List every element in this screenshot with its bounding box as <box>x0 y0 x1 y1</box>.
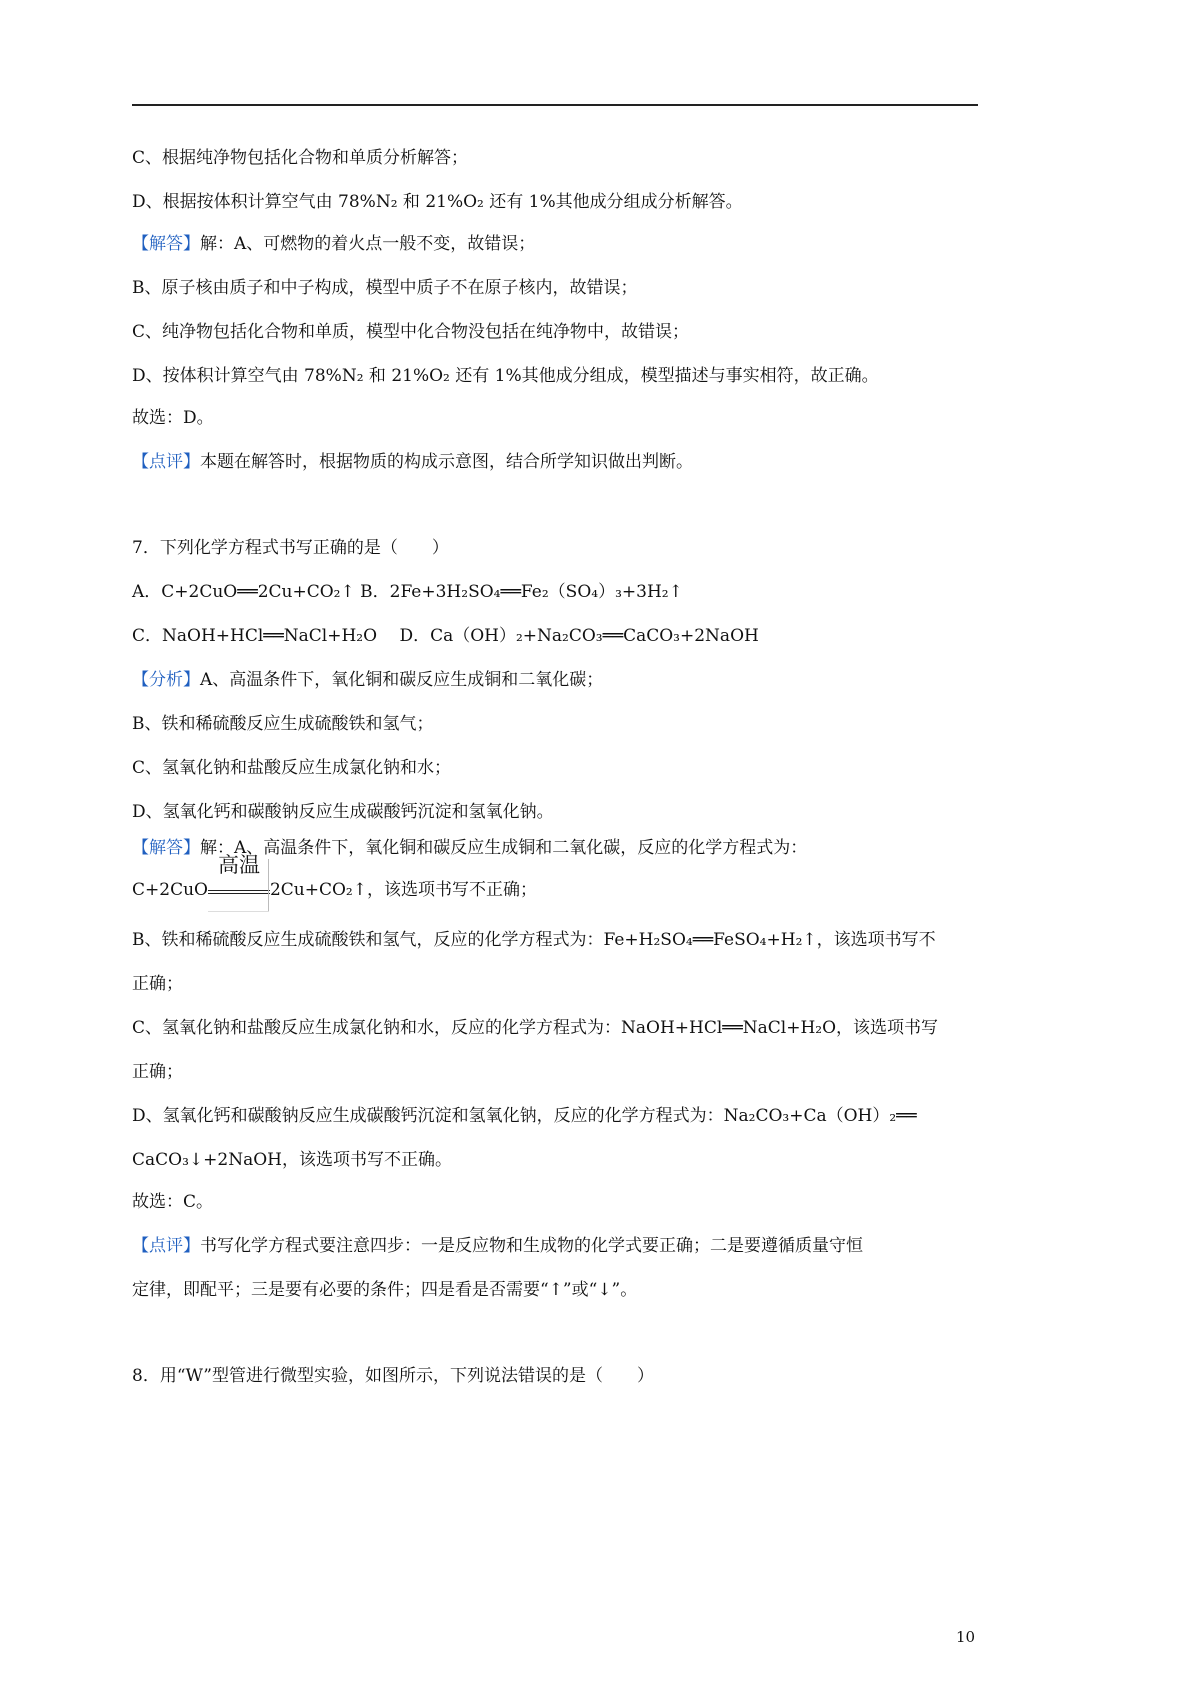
option-line: A．C+2CuO══2Cu+CO₂↑ B．2Fe+3H₂SO₄══Fe₂（SO₄）₃+3H₂↑ <box>132 582 683 602</box>
text-line: D、氢氧化钙和碳酸钠反应生成碳酸钙沉淀和氢氧化钠，反应的化学方程式为：Na₂CO₃+Ca（OH）₂══ <box>132 1106 917 1126</box>
text-line: 正确； <box>132 974 183 994</box>
text-line: C、根据纯净物包括化合物和单质分析解答； <box>132 148 469 168</box>
answer-tag: 【解答】 <box>132 838 200 858</box>
text-line: B、铁和稀硫酸反应生成硫酸铁和氢气，反应的化学方程式为：Fe+H₂SO₄══FeSO₄+H₂↑，该选项书写不 <box>132 930 936 950</box>
comment-tag: 【点评】 <box>132 1236 200 1256</box>
text-line: C、氢氧化钠和盐酸反应生成氯化钠和水； <box>132 758 452 778</box>
text-span: 2Cu+CO₂↑，该选项书写不正确； <box>269 880 537 900</box>
text-line <box>132 1236 863 1256</box>
text-span: A、高温条件下，氧化铜和碳反应生成铜和二氧化碳； <box>200 670 604 690</box>
analysis-tag: 【分析】 <box>132 670 200 690</box>
text-line: CaCO₃↓+2NaOH，该选项书写不正确。 <box>132 1150 452 1170</box>
high-temp-equals-sign <box>208 852 270 901</box>
text-line: D、根据按体积计算空气由 78%N₂ 和 21%O₂ 还有 1%其他成分组成分析解答。 <box>132 192 743 212</box>
text-line: B、原子核由质子和中子构成，模型中质子不在原子核内，故错误； <box>132 278 638 298</box>
header-rule <box>132 104 978 106</box>
text-line: C、纯净物包括化合物和单质，模型中化合物没包括在纯净物中，故错误； <box>132 322 690 342</box>
text-span: 解：A、高温条件下，氧化铜和碳反应生成铜和二氧化碳，反应的化学方程式为： <box>200 838 808 858</box>
question-8: 8．用“W”型管进行微型实验，如图所示，下列说法错误的是（ ） <box>132 1366 654 1386</box>
text-line: 故选：D。 <box>132 408 214 428</box>
text-span: 书写化学方程式要注意四步：一是反应物和生成物的化学式要正确；二是要遵循质量守恒 <box>200 1236 863 1256</box>
text-line: D、氢氧化钙和碳酸钠反应生成碳酸钙沉淀和氢氧化钠。 <box>132 802 554 822</box>
option-line: C．NaOH+HCl══NaCl+H₂O D．Ca（OH）₂+Na₂CO₃══CaCO₃+2NaOH <box>132 626 759 646</box>
text-line: C、氢氧化钠和盐酸反应生成氯化钠和水，反应的化学方程式为：NaOH+HCl══NaCl+H₂O，该选项书写 <box>132 1018 939 1038</box>
text-line: B、铁和稀硫酸反应生成硫酸铁和氢气； <box>132 714 434 734</box>
text-line <box>132 670 603 690</box>
comment-tag: 【点评】 <box>132 452 200 472</box>
text-span: C+2CuO <box>132 880 208 900</box>
question-7: 7．下列化学方程式书写正确的是（ ） <box>132 538 449 558</box>
text-line <box>132 452 693 472</box>
text-span: 解：A、可燃物的着火点一般不变，故错误； <box>200 234 536 254</box>
text-line: 定律，即配平；三是要有必要的条件；四是看是否需要“↑”或“↓”。 <box>132 1280 638 1300</box>
answer-tag: 【解答】 <box>132 234 200 254</box>
text-line: D、按体积计算空气由 78%N₂ 和 21%O₂ 还有 1%其他成分组成，模型描述与事实相符，故正确。 <box>132 366 879 386</box>
text-span: 本题在解答时，根据物质的构成示意图，结合所学知识做出判断。 <box>200 452 693 472</box>
condition-label: 高温 <box>217 852 260 877</box>
text-line <box>132 234 535 254</box>
equation-line <box>132 852 537 901</box>
page-number: 10 <box>956 1628 976 1646</box>
text-line: 故选：C。 <box>132 1192 214 1212</box>
text-line: 正确； <box>132 1062 183 1082</box>
